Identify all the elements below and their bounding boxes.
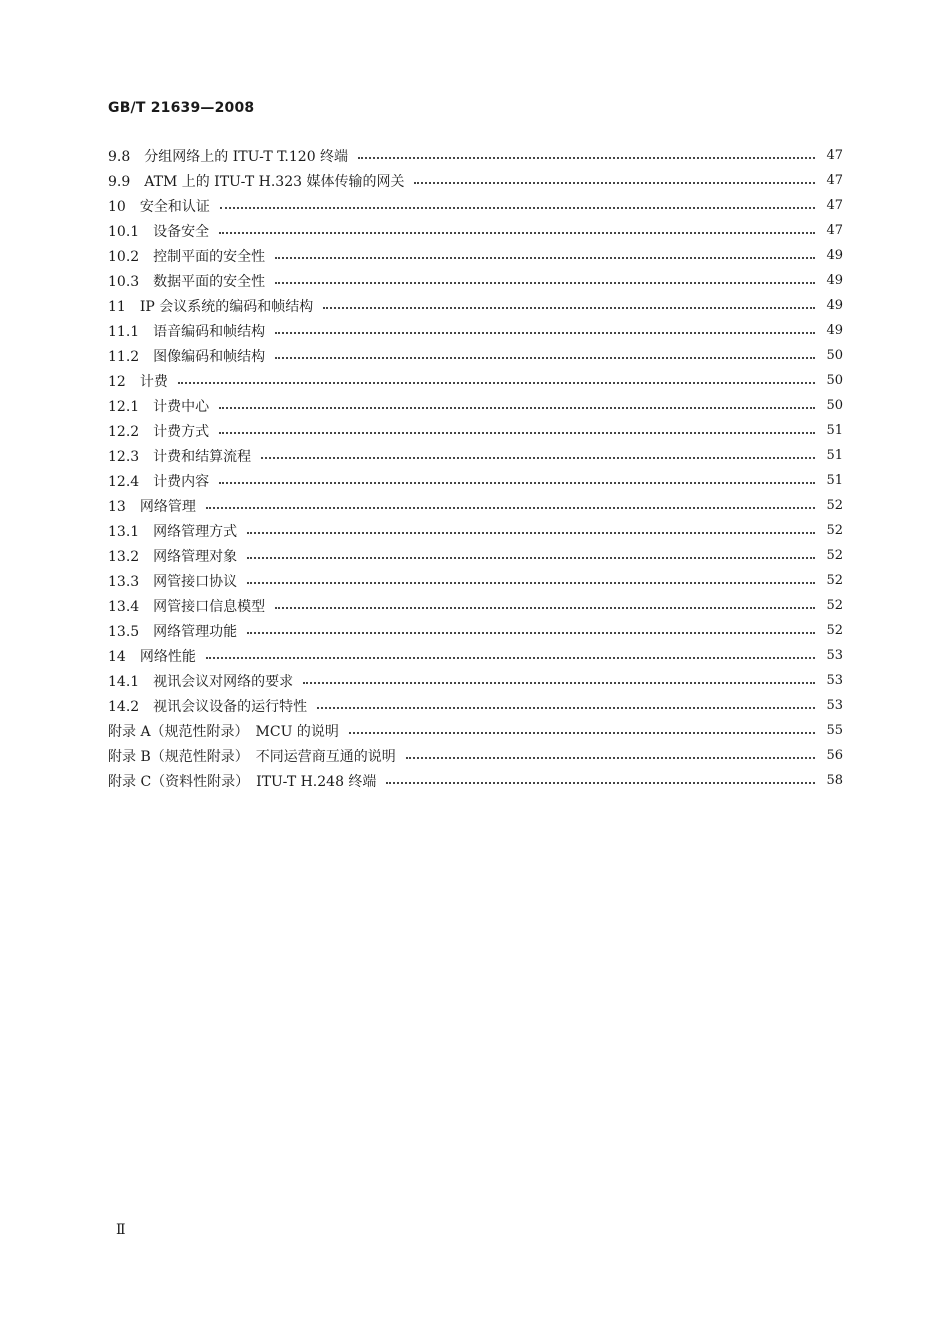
toc-entry-page: 56 (826, 748, 843, 763)
toc-entry-title: 12.3 计费和结算流程 (108, 448, 252, 465)
dot-leader (219, 431, 815, 434)
toc-entry[interactable] (108, 243, 843, 268)
toc-entry-page: 52 (826, 548, 843, 563)
toc-entry-title: 附录 B（规范性附录） 不同运营商互通的说明 (108, 748, 396, 765)
toc-entry[interactable] (108, 668, 843, 693)
toc-entry-title: 12 计费 (108, 373, 168, 390)
toc-entry-page: 47 (826, 198, 843, 213)
dot-leader (275, 281, 815, 284)
toc-entry-title: 10.1 设备安全 (108, 223, 210, 240)
dot-leader (219, 406, 815, 409)
dot-leader (386, 781, 815, 784)
toc-entry-page: 52 (826, 598, 843, 613)
toc-entry[interactable] (108, 468, 843, 493)
toc-entry-page: 53 (826, 698, 843, 713)
dot-leader (247, 531, 815, 534)
toc-entry-title: 13.3 网管接口协议 (108, 573, 238, 590)
dot-leader (178, 381, 815, 384)
toc-entry[interactable] (108, 493, 843, 518)
toc-entry-title: 9.9 ATM 上的 ITU-T H.323 媒体传输的网关 (108, 173, 405, 190)
toc-entry-title: 12.1 计费中心 (108, 398, 210, 415)
toc-entry-title: 附录 A（规范性附录） MCU 的说明 (108, 723, 339, 740)
toc-entry-title: 12.4 计费内容 (108, 473, 210, 490)
toc-entry-page: 51 (826, 473, 843, 488)
toc-entry-page: 52 (826, 523, 843, 538)
dot-leader (247, 581, 815, 584)
page-number: Ⅱ (116, 1222, 126, 1238)
toc-entry-title: 14.2 视讯会议设备的运行特性 (108, 698, 308, 715)
toc-entry-page: 51 (826, 448, 843, 463)
toc-entry-page: 52 (826, 573, 843, 588)
toc-entry[interactable] (108, 543, 843, 568)
toc-entry-page: 47 (826, 148, 843, 163)
table-of-contents (108, 143, 843, 793)
toc-entry-page: 49 (826, 298, 843, 313)
toc-entry-title: 13 网络管理 (108, 498, 196, 515)
toc-entry-page: 49 (826, 248, 843, 263)
toc-entry-page: 52 (826, 498, 843, 513)
dot-leader (406, 756, 815, 759)
toc-entry-title: 13.1 网络管理方式 (108, 523, 238, 540)
toc-entry-title: 10 安全和认证 (108, 198, 210, 215)
dot-leader (275, 331, 815, 334)
toc-entry-title: 14.1 视讯会议对网络的要求 (108, 673, 294, 690)
toc-entry-title: 13.2 网络管理对象 (108, 548, 238, 565)
toc-entry-page: 47 (826, 223, 843, 238)
dot-leader (303, 681, 815, 684)
standard-number: GB/T 21639—2008 (108, 100, 255, 116)
toc-entry-title: 11 IP 会议系统的编码和帧结构 (108, 298, 314, 315)
toc-entry[interactable] (108, 418, 843, 443)
toc-entry-page: 49 (826, 273, 843, 288)
dot-leader (261, 456, 815, 459)
toc-entry-page: 51 (826, 423, 843, 438)
toc-entry[interactable] (108, 318, 843, 343)
toc-entry-title: 12.2 计费方式 (108, 423, 210, 440)
dot-leader (275, 256, 815, 259)
toc-entry[interactable] (108, 368, 843, 393)
toc-entry[interactable] (108, 718, 843, 743)
toc-entry-title: 附录 C（资料性附录） ITU-T H.248 终端 (108, 773, 377, 790)
toc-entry[interactable] (108, 143, 843, 168)
dot-leader (317, 706, 815, 709)
toc-entry-title: 13.4 网管接口信息模型 (108, 598, 266, 615)
dot-leader (414, 181, 815, 184)
dot-leader (349, 731, 815, 734)
toc-entry-title: 10.3 数据平面的安全性 (108, 273, 266, 290)
toc-entry[interactable] (108, 293, 843, 318)
dot-leader (323, 306, 815, 309)
toc-entry-title: 9.8 分组网络上的 ITU-T T.120 终端 (108, 148, 349, 165)
toc-entry-page: 50 (826, 373, 843, 388)
toc-entry[interactable] (108, 743, 843, 768)
toc-entry[interactable] (108, 193, 843, 218)
dot-leader (247, 556, 815, 559)
toc-entry[interactable] (108, 168, 843, 193)
toc-entry-page: 49 (826, 323, 843, 338)
toc-entry-page: 50 (826, 398, 843, 413)
dot-leader (206, 656, 815, 659)
dot-leader (219, 481, 815, 484)
dot-leader (275, 356, 815, 359)
toc-entry[interactable] (108, 618, 843, 643)
dot-leader (358, 156, 815, 159)
toc-entry[interactable] (108, 443, 843, 468)
toc-entry-page: 53 (826, 648, 843, 663)
toc-entry[interactable] (108, 268, 843, 293)
toc-entry-page: 58 (826, 773, 843, 788)
toc-entry[interactable] (108, 768, 843, 793)
toc-entry-title: 14 网络性能 (108, 648, 196, 665)
toc-entry[interactable] (108, 343, 843, 368)
toc-entry[interactable] (108, 593, 843, 618)
toc-entry-title: 10.2 控制平面的安全性 (108, 248, 266, 265)
toc-entry-page: 53 (826, 673, 843, 688)
toc-entry[interactable] (108, 643, 843, 668)
toc-entry[interactable] (108, 693, 843, 718)
toc-entry-title: 11.2 图像编码和帧结构 (108, 348, 266, 365)
toc-entry[interactable] (108, 218, 843, 243)
dot-leader (220, 206, 815, 209)
dot-leader (206, 506, 815, 509)
toc-entry-title: 11.1 语音编码和帧结构 (108, 323, 266, 340)
toc-entry[interactable] (108, 393, 843, 418)
dot-leader (275, 606, 815, 609)
dot-leader (247, 631, 815, 634)
toc-entry-title: 13.5 网络管理功能 (108, 623, 238, 640)
toc-entry-page: 47 (826, 173, 843, 188)
toc-entry[interactable] (108, 518, 843, 543)
toc-entry[interactable] (108, 568, 843, 593)
toc-entry-page: 50 (826, 348, 843, 363)
toc-entry-page: 52 (826, 623, 843, 638)
toc-entry-page: 55 (826, 723, 843, 738)
dot-leader (219, 231, 815, 234)
